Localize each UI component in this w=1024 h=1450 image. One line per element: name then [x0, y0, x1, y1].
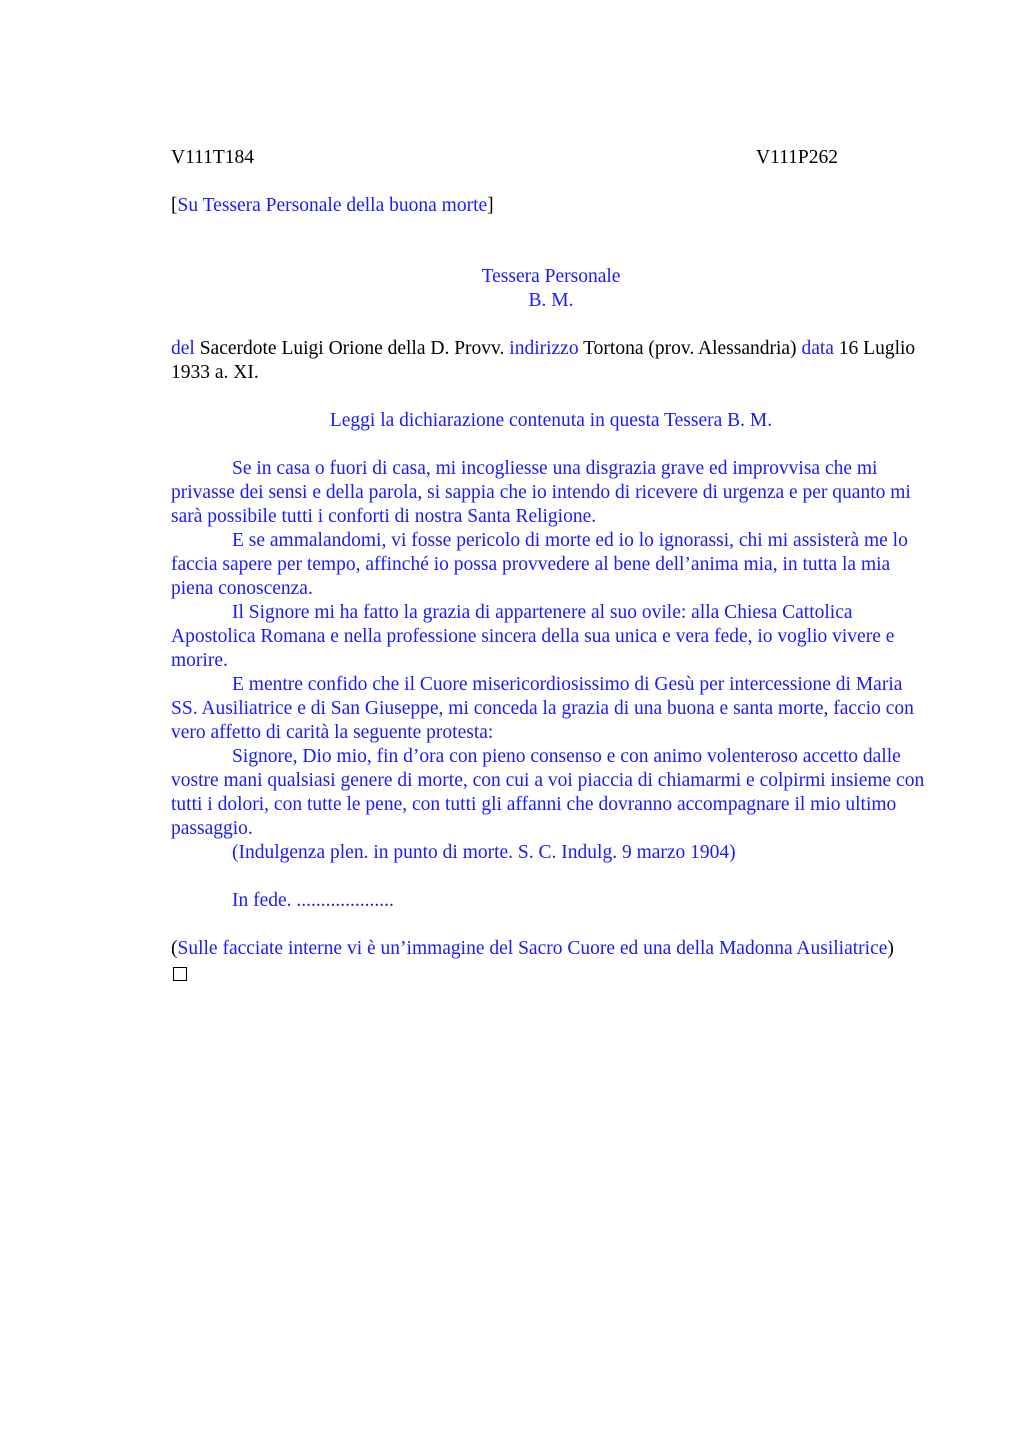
declaration-paragraph: Signore, Dio mio, fin d’ora con pieno consenso e con animo volenteroso accetto dalle vostre mani qualsiasi genere di morte, con cui a voi piaccia di chiamarmi e colpirmi insieme con tutti i dolori, con tutte le pene, con tutti gli affanni che dovranno accompagnare il mio ultimo passaggio. — [171, 746, 925, 839]
card-title-line-1: Tessera Personale — [481, 266, 621, 287]
empty-box-symbol — [173, 967, 187, 981]
declaration-paragraph: Se in casa o fuori di casa, mi incogliesse una disgrazia grave ed improvvisa che mi privasse dei sensi e della parola, si sappia che io intendo di ricevere di urgenza e per quanto mi sarà possibile tutti i conforti di nostra Santa Religione. — [171, 458, 911, 527]
reference-codes — [171, 146, 838, 170]
signature-line: In fede. .................... — [232, 890, 394, 911]
indulgence-note: (Indulgenza plen. in punto di morte. S. C. Indulg. 9 marzo 1904) — [232, 842, 736, 863]
closing-note — [171, 937, 931, 961]
owner-label-data: data — [801, 338, 834, 359]
document-subtitle — [171, 194, 931, 218]
declaration-paragraph: E se ammalandomi, vi fosse pericolo di morte ed io lo ignorassi, chi mi assisterà me lo faccia sapere per tempo, affinché io possa provvedere al bene dell’anima mia, in tutta la mia piena conoscenza. — [171, 530, 908, 599]
declaration-body — [171, 457, 931, 865]
owner-date: 16 Luglio 1933 a. XI. — [171, 338, 916, 383]
subtitle-text: Su Tessera Personale della buona morte — [177, 195, 488, 216]
card-title-line-2: B. M. — [528, 290, 574, 311]
note-text: Sulle facciate interne vi è un’immagine del Sacro Cuore ed una della Madonna Ausiliatrice — [177, 938, 888, 959]
note-close-paren: ) — [887, 938, 894, 959]
document-page — [171, 146, 931, 981]
owner-name: Sacerdote Luigi Orione della D. Provv. — [194, 338, 510, 359]
subtitle-open-bracket: [ — [171, 195, 178, 216]
instruction-line: Leggi la dichiarazione contenuta in questa Tessera B. M. — [329, 410, 773, 431]
owner-address: Tortona (prov. Alessandria) — [578, 338, 802, 359]
owner-details — [171, 337, 931, 385]
left-reference-code: V111T184 — [171, 147, 255, 168]
declaration-paragraph: Il Signore mi ha fatto la grazia di appartenere al suo ovile: alla Chiesa Cattolica Apostolica Romana e nella professione sincera della sua unica e vera fede, io voglio vivere e morire. — [171, 602, 895, 671]
declaration-paragraph: E mentre confido che il Cuore misericordiosissimo di Gesù per intercessione di Maria SS. Ausiliatrice e di San Giuseppe, mi conceda la grazia di una buona e santa morte, faccio con vero affetto di carità la seguente protesta: — [171, 674, 914, 743]
owner-label-del: del — [171, 338, 195, 359]
card-title — [171, 265, 931, 313]
right-reference-code: V111P262 — [756, 147, 838, 168]
owner-label-indirizzo: indirizzo — [509, 338, 579, 359]
note-open-paren: ( — [171, 938, 178, 959]
subtitle-close-bracket: ] — [487, 195, 494, 216]
